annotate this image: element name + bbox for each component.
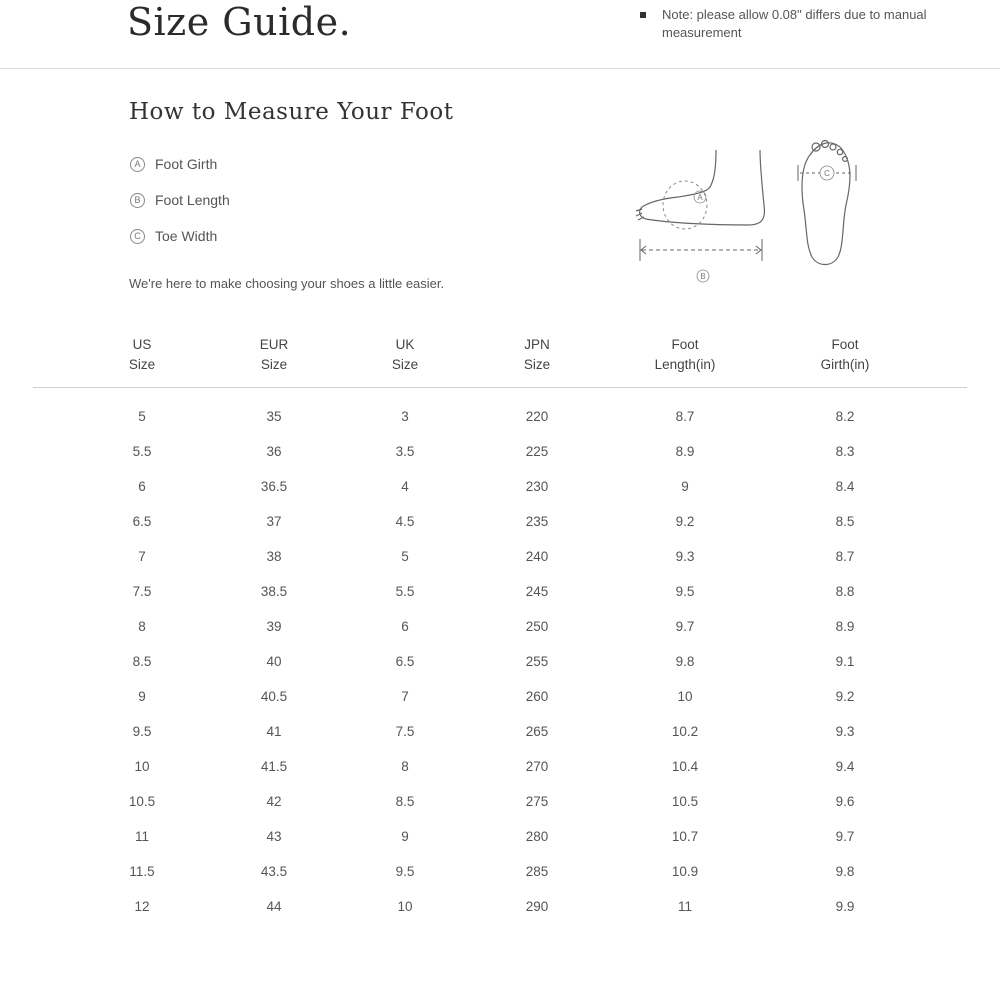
header-line: Size: [128, 357, 156, 372]
cell-us-size: 11.5: [129, 864, 155, 879]
cell-jpn-size: 285: [525, 864, 549, 879]
cell-jpn-size: 260: [525, 689, 549, 704]
cell-foot-girth: 9.7: [835, 829, 855, 844]
cell-eur-size: 35: [266, 409, 282, 424]
cell-foot-girth: 8.4: [835, 479, 855, 494]
header-line: Foot: [671, 337, 699, 352]
cell-foot-girth: 9.6: [835, 794, 855, 809]
table-row: [0, 750, 1000, 785]
legend-item-foot-length: [130, 190, 230, 210]
bullet-icon: [640, 12, 646, 18]
cell-foot-length: 10.5: [671, 794, 699, 809]
table-row: [0, 435, 1000, 470]
cell-us-size: 6.5: [132, 514, 152, 529]
divider: [33, 387, 967, 388]
cell-foot-length: 9.8: [675, 654, 695, 669]
column-header-uk: [355, 335, 455, 375]
table-row: [0, 715, 1000, 750]
cell-us-size: 8.5: [132, 654, 152, 669]
cell-jpn-size: 245: [525, 584, 549, 599]
cell-foot-length: 11: [677, 899, 692, 914]
table-row: [0, 470, 1000, 505]
cell-uk-size: 9.5: [395, 864, 415, 879]
cell-eur-size: 41.5: [260, 759, 288, 774]
table-row: [0, 575, 1000, 610]
cell-us-size: 6: [138, 479, 146, 494]
header-line: Size: [391, 357, 419, 372]
page-title: Size Guide.: [127, 0, 352, 44]
cell-uk-size: 6: [401, 619, 409, 634]
size-table-body: [0, 400, 1000, 925]
size-table-header: [0, 335, 1000, 375]
cell-eur-size: 40.5: [260, 689, 288, 704]
cell-jpn-size: 230: [525, 479, 549, 494]
cell-us-size: 5: [138, 409, 146, 424]
cell-us-size: 7: [138, 549, 146, 564]
table-row: [0, 855, 1000, 890]
cell-uk-size: 8.5: [395, 794, 415, 809]
cell-eur-size: 44: [266, 899, 282, 914]
column-header-foot-girth: [795, 335, 895, 375]
cell-foot-girth: 8.8: [835, 584, 855, 599]
cell-jpn-size: 225: [525, 444, 549, 459]
table-row: [0, 505, 1000, 540]
cell-uk-size: 6.5: [395, 654, 415, 669]
cell-us-size: 12: [134, 899, 150, 914]
cell-foot-girth: 9.8: [835, 864, 855, 879]
legend-label: Foot Girth: [155, 156, 218, 172]
cell-foot-girth: 8.3: [835, 444, 855, 459]
cell-uk-size: 5.5: [395, 584, 415, 599]
cell-eur-size: 38.5: [260, 584, 288, 599]
legend-item-foot-girth: [130, 154, 230, 174]
cell-jpn-size: 240: [525, 549, 549, 564]
tagline: We're here to make choosing your shoes a little easier.: [129, 276, 445, 291]
diagram-label-b: B: [700, 272, 706, 281]
foot-measurement-illustration: [630, 135, 870, 295]
cell-eur-size: 39: [266, 619, 282, 634]
legend-label: Foot Length: [155, 192, 230, 208]
cell-foot-length: 10.2: [671, 724, 699, 739]
header-line: Size: [260, 357, 288, 372]
cell-uk-size: 5: [401, 549, 409, 564]
cell-foot-length: 8.7: [675, 409, 695, 424]
cell-eur-size: 42: [266, 794, 282, 809]
cell-us-size: 8: [138, 619, 146, 634]
column-header-eur: [224, 335, 324, 375]
cell-foot-girth: 8.2: [835, 409, 855, 424]
cell-jpn-size: 220: [525, 409, 549, 424]
cell-uk-size: 4: [401, 479, 409, 494]
cell-eur-size: 43.5: [260, 864, 288, 879]
cell-us-size: 5.5: [132, 444, 152, 459]
letter-b-icon: B: [130, 193, 145, 208]
cell-foot-girth: 9.2: [835, 689, 855, 704]
cell-foot-girth: 9.4: [835, 759, 855, 774]
cell-uk-size: 4.5: [395, 514, 415, 529]
cell-eur-size: 43: [266, 829, 282, 844]
measurement-note: [640, 6, 940, 42]
measure-legend: [130, 154, 230, 262]
table-row: [0, 400, 1000, 435]
cell-foot-girth: 9.1: [835, 654, 855, 669]
header-line: EUR: [259, 337, 289, 352]
header-line: Length(in): [654, 357, 716, 372]
length-arrow: [640, 239, 762, 261]
column-header-us: [92, 335, 192, 375]
cell-jpn-size: 270: [525, 759, 549, 774]
cell-eur-size: 36: [266, 444, 282, 459]
cell-us-size: 9: [138, 689, 146, 704]
diagram-label-c: C: [824, 169, 830, 178]
letter-a-icon: A: [130, 157, 145, 172]
cell-uk-size: 3.5: [395, 444, 415, 459]
cell-uk-size: 8: [401, 759, 409, 774]
cell-jpn-size: 290: [525, 899, 549, 914]
table-row: [0, 820, 1000, 855]
table-row: [0, 785, 1000, 820]
header-line: Girth(in): [820, 357, 870, 372]
cell-eur-size: 36.5: [260, 479, 288, 494]
cell-foot-length: 9.5: [675, 584, 695, 599]
cell-jpn-size: 280: [525, 829, 549, 844]
cell-uk-size: 7.5: [395, 724, 415, 739]
header-line: US: [132, 337, 152, 352]
cell-uk-size: 9: [401, 829, 409, 844]
table-row: [0, 645, 1000, 680]
legend-label: Toe Width: [155, 228, 218, 244]
cell-uk-size: 3: [401, 409, 409, 424]
cell-foot-girth: 8.7: [835, 549, 855, 564]
letter-c-icon: C: [130, 229, 145, 244]
cell-foot-length: 9.2: [675, 514, 695, 529]
cell-foot-length: 9.3: [675, 549, 695, 564]
cell-foot-length: 10.7: [671, 829, 699, 844]
cell-us-size: 10.5: [128, 794, 156, 809]
cell-foot-length: 9: [681, 479, 689, 494]
cell-uk-size: 7: [401, 689, 409, 704]
cell-us-size: 9.5: [132, 724, 152, 739]
cell-jpn-size: 255: [525, 654, 549, 669]
cell-jpn-size: 235: [525, 514, 549, 529]
diagram-label-a: A: [697, 193, 703, 202]
column-header-foot-length: [635, 335, 735, 375]
cell-us-size: 11: [134, 829, 149, 844]
foot-side-view-icon: [636, 150, 764, 225]
cell-foot-girth: 8.9: [835, 619, 855, 634]
cell-foot-length: 10.4: [671, 759, 699, 774]
cell-foot-length: 10.9: [671, 864, 699, 879]
cell-jpn-size: 265: [525, 724, 549, 739]
measure-heading: How to Measure Your Foot: [129, 99, 454, 125]
table-row: [0, 890, 1000, 925]
cell-foot-girth: 9.9: [835, 899, 855, 914]
cell-us-size: 7.5: [132, 584, 152, 599]
cell-eur-size: 38: [266, 549, 282, 564]
cell-eur-size: 40: [266, 654, 282, 669]
cell-uk-size: 10: [397, 899, 413, 914]
header-line: Size: [523, 357, 551, 372]
cell-eur-size: 37: [266, 514, 282, 529]
header-line: JPN: [524, 337, 550, 352]
cell-foot-girth: 9.3: [835, 724, 855, 739]
cell-eur-size: 41: [266, 724, 282, 739]
divider: [0, 68, 1000, 69]
column-header-jpn: [487, 335, 587, 375]
foot-sole-view-icon: [802, 141, 850, 265]
cell-us-size: 10: [134, 759, 150, 774]
table-row: [0, 540, 1000, 575]
cell-jpn-size: 250: [525, 619, 549, 634]
header-line: UK: [395, 337, 415, 352]
note-text: Note: please allow 0.08" differs due to manual measurement: [662, 7, 927, 40]
table-row: [0, 610, 1000, 645]
cell-foot-girth: 8.5: [835, 514, 855, 529]
cell-jpn-size: 275: [525, 794, 549, 809]
legend-item-toe-width: [130, 226, 230, 246]
header-line: Foot: [831, 337, 859, 352]
cell-foot-length: 9.7: [675, 619, 695, 634]
cell-foot-length: 8.9: [675, 444, 695, 459]
table-row: [0, 680, 1000, 715]
cell-foot-length: 10: [677, 689, 693, 704]
